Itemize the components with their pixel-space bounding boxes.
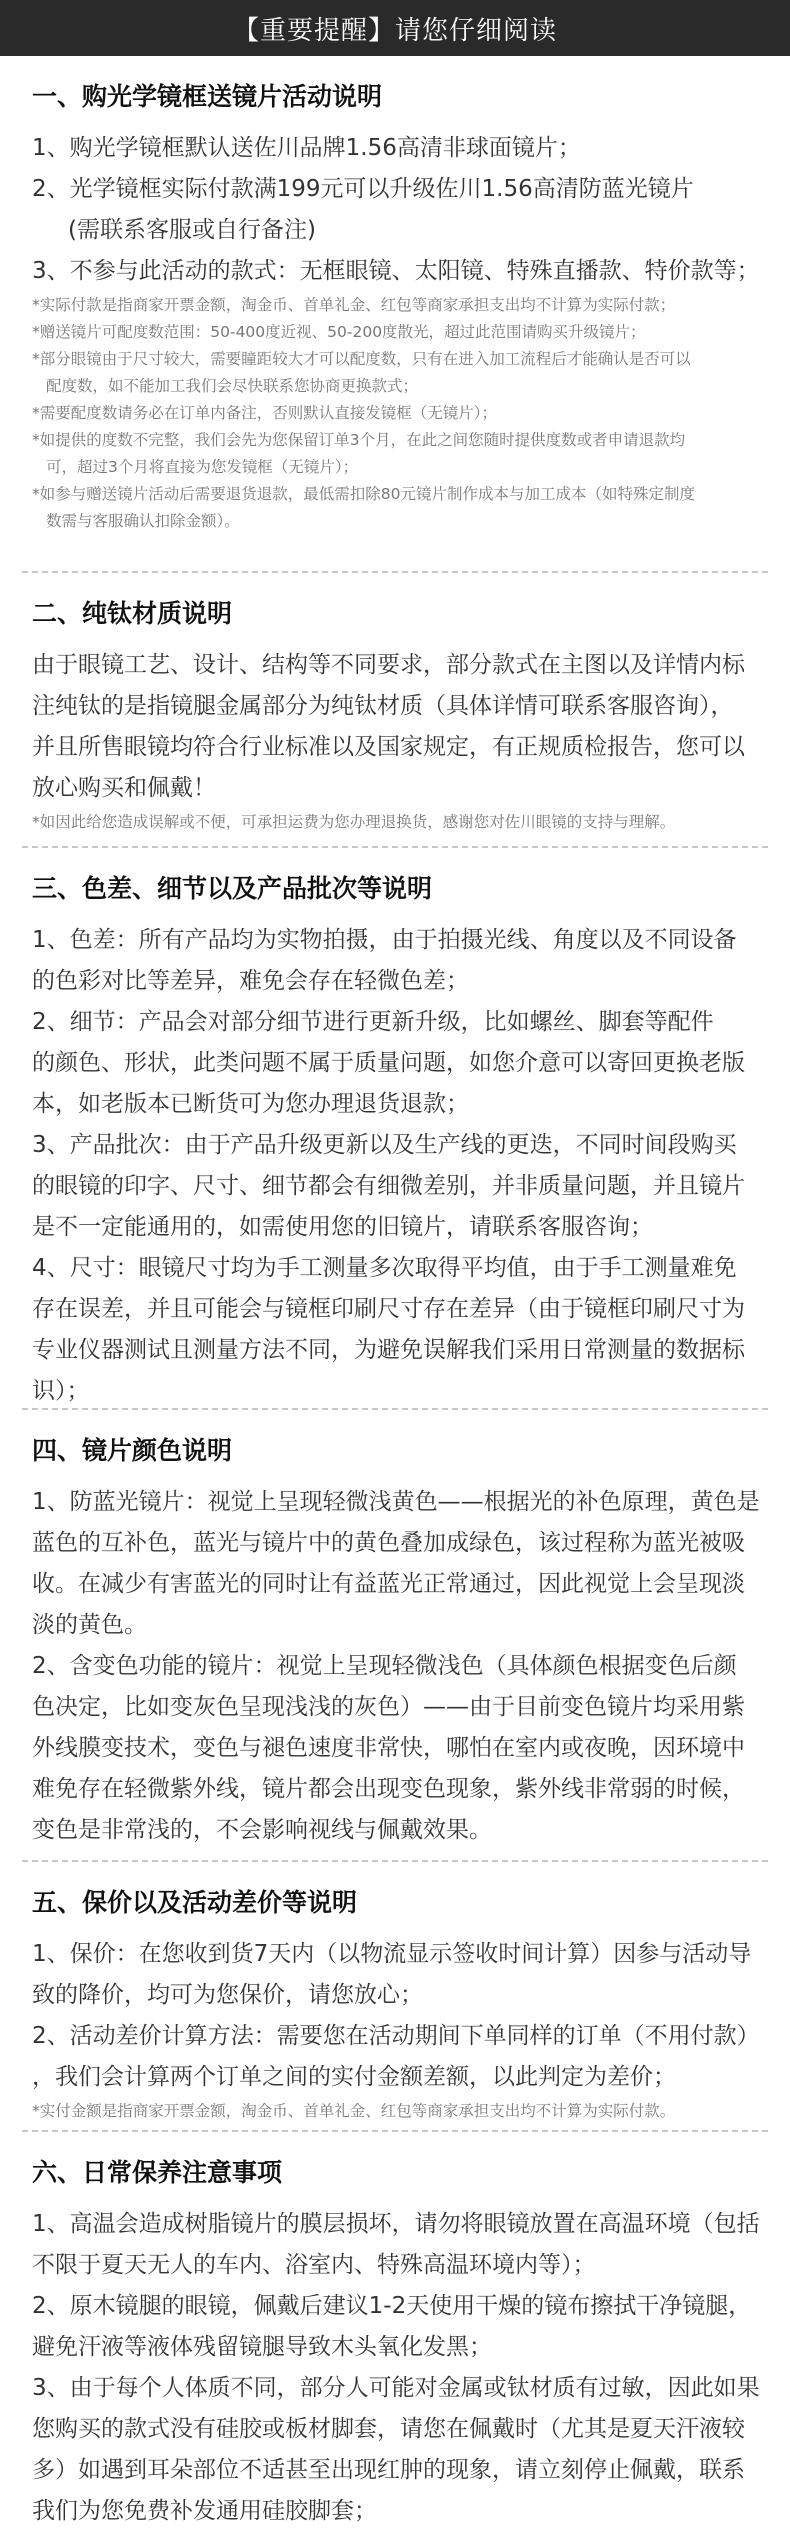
text-line: 是不一定能通用的，如需使用您的旧镜片，请联系客服咨询； [32,1214,653,1240]
footnote: *实际付款是指商家开票金额，淘金币、首单礼金、红包等商家承担支出均不计算为实际付款； [32,296,676,314]
text-line: 3、由于每个人体质不同，部分人可能对金属或钛材质有过敏，因此如果 [32,2375,760,2401]
section-color-details [0,848,790,1408]
text-line: 避免汗液等液体残留镜腿导致木头氧化发黑； [32,2334,492,2360]
text-line: 并且所售眼镜均符合行业标准以及国家规定，有正规质检报告，您可以 [32,734,745,760]
text-line: 专业仪器测试且测量方法不同，为避免误解我们采用日常测量的数据标 [32,1337,745,1363]
footnote: *如因此给您造成误解或不便，可承担运费为您办理退换货，感谢您对佐川眼镜的支持与理解。 [32,813,676,831]
text-line: 2、活动差价计算方法：需要您在活动期间下单同样的订单（不用付款） [32,2023,760,2049]
text-line: 2、细节：产品会对部分细节进行更新升级，比如螺丝、脚套等配件 [32,1009,714,1035]
text-line: 4、尺寸：眼镜尺寸均为手工测量多次取得平均值，由于手工测量难免 [32,1255,737,1281]
text-line: 多）如遇到耳朵部位不适甚至出现红肿的现象，请立刻停止佩戴，联系 [32,2457,745,2483]
text-line: 1、保价：在您收到货7天内（以物流显示签收时间计算）因参与活动导 [32,1941,752,1967]
text-line: 我们为您免费补发通用硅胶脚套； [32,2498,377,2524]
text-line: 3、不参与此活动的款式：无框眼镜、太阳镜、特殊直播款、特价款等； [32,258,760,284]
footnote: *如提供的度数不完整，我们会先为您保留订单3个月，在此之间您随时提供度数或者申请退款均 [32,431,686,449]
section-lens-color [0,1410,790,1860]
section-heading: 二、纯钛材质说明 [32,599,233,628]
text-line: 外线膜变技术，变色与褪色速度非常快，哪怕在室内或夜晚，因环境中 [32,1735,745,1761]
text-line: 您购买的款式没有硅胶或板材脚套，请您在佩戴时（尤其是夏天汗液较 [32,2416,745,2442]
text-line: 放心购买和佩戴！ [32,775,216,801]
section-titanium [0,573,790,846]
section-heading: 四、镜片颜色说明 [32,1436,233,1465]
text-line: 2、含变色功能的镜片：视觉上呈现轻微浅色（具体颜色根据变色后颜 [32,1653,737,1679]
text-line: 2、原木镜腿的眼镜，佩戴后建议1-2天使用干燥的镜布擦拭干净镜腿， [32,2293,752,2319]
section-lens-promo [0,56,790,571]
notice-title: 【重要提醒】请您仔细阅读 [232,15,557,46]
footnote: *如参与赠送镜片活动后需要退货退款，最低需扣除80元镜片制作成本与加工成本（如特殊定制度 [32,485,695,503]
text-line: 变色是非常浅的，不会影响视线与佩戴效果。 [32,1817,492,1843]
section-heading: 五、保价以及活动差价等说明 [32,1888,358,1917]
text-line: 色决定，比如变灰色呈现浅浅的灰色）——由于目前变色镜片均采用紫 [32,1694,745,1720]
section-heading: 六、日常保养注意事项 [32,2158,283,2187]
text-line: 蓝色的互补色，蓝光与镜片中的黄色叠加成绿色，该过程称为蓝光被吸 [32,1530,745,1556]
text-line: 本，如老版本已断货可为您办理退货退款； [32,1091,469,1117]
text-line: 的色彩对比等差异，难免会存在轻微色差； [32,968,469,994]
text-line: 致的降价，均可为您保价，请您放心； [32,1982,423,2008]
footnote: *需要配度数请务必在订单内备注，否则默认直接发镜框（无镜片）； [32,404,498,422]
text-line: (需联系客服或自行备注) [68,217,316,243]
text-line: 的颜色、形状，此类问题不属于质量问题，如您介意可以寄回更换老版 [32,1050,745,1076]
footnote: *部分眼镜由于尺寸较大，需要瞳距较大才可以配度数，只有在进入加工流程后才能确认是否可以 [32,350,691,368]
text-line: 1、防蓝光镜片：视觉上呈现轻微浅黄色——根据光的补色原理，黄色是 [32,1489,760,1515]
text-line: 由于眼镜工艺、设计、结构等不同要求，部分款式在主图以及详情内标 [32,652,745,678]
section-heading: 一、购光学镜框送镜片活动说明 [32,82,383,111]
text-line: 难免存在轻微紫外线，镜片都会出现变色现象，紫外线非常弱的时候， [32,1776,745,1802]
text-line: 识）； [32,1378,90,1404]
text-line: 3、产品批次：由于产品升级更新以及生产线的更迭，不同时间段购买 [32,1132,737,1158]
text-line: 的眼镜的印字、尺寸、细节都会有细微差别，并非质量问题，并且镜片 [32,1173,745,1199]
footnote: *赠送镜片可配度数范围：50-400度近视、50-200度散光，超过此范围请购买升级镜片； [32,323,646,341]
text-line: ，我们会计算两个订单之间的实付金额差额，以此判定为差价； [32,2064,676,2090]
section-price-protection [0,1862,790,2130]
text-line: 1、高温会造成树脂镜片的膜层损坏，请勿将眼镜放置在高温环境（包括 [32,2211,760,2237]
section-care [0,2132,790,2532]
text-line: 存在误差，并且可能会与镜框印刷尺寸存在差异（由于镜框印刷尺寸为 [32,1296,745,1322]
notice-header [0,0,790,56]
text-line: 不限于夏天无人的车内、浴室内、特殊高温环境内等）； [32,2252,596,2278]
text-line: 淡的黄色。 [32,1612,147,1638]
text-line: 收。在减少有害蓝光的同时让有益蓝光正常通过，因此视觉上会呈现淡 [32,1571,745,1597]
text-line: 2、光学镜框实际付款满199元可以升级佐川1.56高清防蓝光镜片 [32,176,694,202]
section-heading: 三、色差、细节以及产品批次等说明 [32,874,433,903]
footnote: 配度数，如不能加工我们会尽快联系您协商更换款式； [46,377,419,395]
text-line: 1、色差：所有产品均为实物拍摄，由于拍摄光线、角度以及不同设备 [32,927,737,953]
text-line: 1、购光学镜框默认送佐川品牌1.56高清非球面镜片； [32,135,581,161]
footnote: *实付金额是指商家开票金额，淘金币、首单礼金、红包等商家承担支出均不计算为实际付款。 [32,2102,676,2120]
footnote: 数需与客服确认扣除金额）。 [46,512,240,530]
footnote: 可，超过3个月将直接为您发镜框（无镜片）； [46,458,359,476]
text-line: 注纯钛的是指镜腿金属部分为纯钛材质（具体详情可联系客服咨询）， [32,693,734,719]
